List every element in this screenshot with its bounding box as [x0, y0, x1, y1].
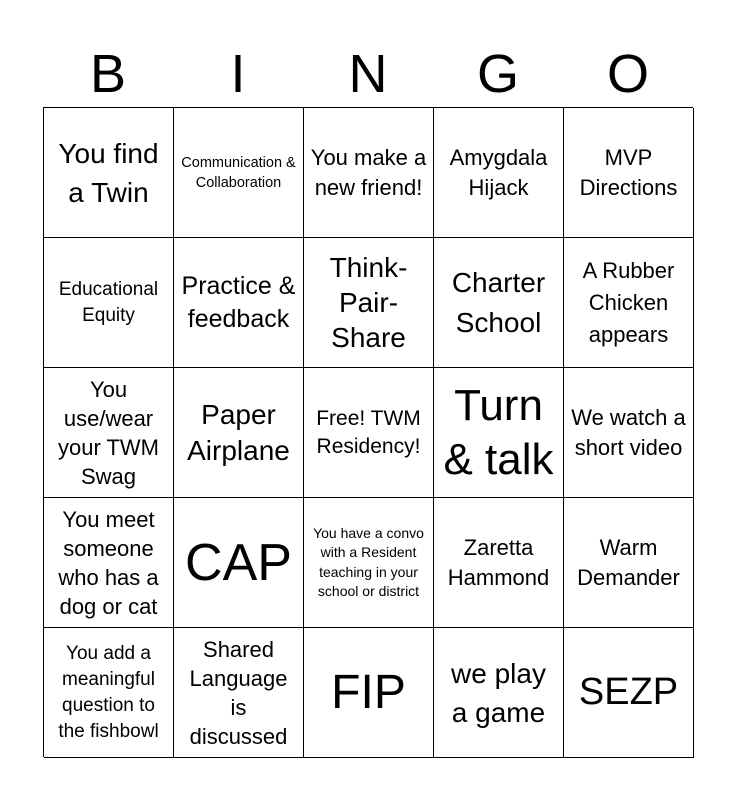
bingo-cell-text: Shared Language is discussed: [189, 636, 288, 749]
bingo-cell[interactable]: [44, 498, 174, 628]
bingo-cell[interactable]: [174, 238, 304, 368]
bingo-cell-text: Practice & feedback: [181, 271, 296, 333]
bingo-cell[interactable]: [564, 238, 694, 368]
header-letter-g: G: [476, 44, 519, 104]
bingo-cell-text: Think-Pair-Share: [329, 252, 408, 353]
bingo-cell-text: You find a Twin: [58, 137, 159, 208]
bingo-cell[interactable]: [304, 628, 434, 758]
bingo-cell-text: Charter School: [451, 266, 546, 338]
bingo-cell[interactable]: [304, 368, 434, 498]
bingo-cell-text: You use/wear your TWM Swag: [57, 376, 160, 489]
bingo-cell[interactable]: [174, 368, 304, 498]
header-letter-n: N: [348, 44, 388, 104]
header-letter-i: I: [230, 44, 246, 104]
bingo-cell[interactable]: [434, 108, 564, 238]
bingo-cell-text: Communication & Collaboration: [181, 154, 296, 191]
bingo-cell[interactable]: [564, 628, 694, 758]
bingo-cell-text: CAP: [185, 533, 292, 592]
bingo-cell[interactable]: [434, 238, 564, 368]
header-letter-o: O: [606, 44, 649, 104]
bingo-cell-text: SEZP: [578, 671, 679, 713]
bingo-header: [43, 42, 693, 106]
bingo-cell-text: Zaretta Hammond: [447, 534, 550, 590]
bingo-cell[interactable]: [564, 368, 694, 498]
bingo-cell-text: You make a new friend!: [310, 144, 427, 200]
bingo-cell-text: We watch a short video: [571, 404, 686, 460]
header-letter-b: B: [89, 44, 127, 104]
bingo-cell[interactable]: [44, 628, 174, 758]
bingo-card-grid: [43, 107, 693, 757]
bingo-cell[interactable]: [304, 108, 434, 238]
bingo-cell-text: A Rubber Chicken appears: [582, 257, 675, 347]
bingo-cell-text: Educational Equity: [58, 278, 159, 326]
bingo-cell[interactable]: [564, 498, 694, 628]
bingo-cell[interactable]: [174, 108, 304, 238]
bingo-cell[interactable]: [44, 368, 174, 498]
bingo-cell-text: You have a convo with a Resident teaching in your school or district: [313, 524, 424, 599]
bingo-cell-text: Turn & talk: [443, 380, 554, 484]
bingo-cell[interactable]: [434, 498, 564, 628]
bingo-cell[interactable]: [564, 108, 694, 238]
bingo-cell-text: Paper Airplane: [187, 398, 290, 466]
bingo-cell[interactable]: [304, 238, 434, 368]
bingo-cell[interactable]: [304, 498, 434, 628]
bingo-cell-text: Free! TWM Residency!: [316, 406, 421, 458]
bingo-cell[interactable]: [174, 628, 304, 758]
bingo-cell-text: You add a meaningful question to the fishbowl: [58, 642, 159, 742]
bingo-cell[interactable]: [44, 238, 174, 368]
bingo-cell-text: You meet someone who has a dog or cat: [58, 506, 159, 619]
bingo-cell-text: FIP: [331, 665, 406, 719]
bingo-cell[interactable]: [174, 498, 304, 628]
bingo-cell-text: Amygdala Hijack: [449, 144, 548, 200]
bingo-cell[interactable]: [434, 628, 564, 758]
bingo-cell-text: Warm Demander: [577, 534, 680, 590]
bingo-cell-text: MVP Directions: [579, 144, 678, 200]
bingo-cell-text: we play a game: [451, 657, 546, 728]
bingo-cell[interactable]: [44, 108, 174, 238]
bingo-cell[interactable]: [434, 368, 564, 498]
